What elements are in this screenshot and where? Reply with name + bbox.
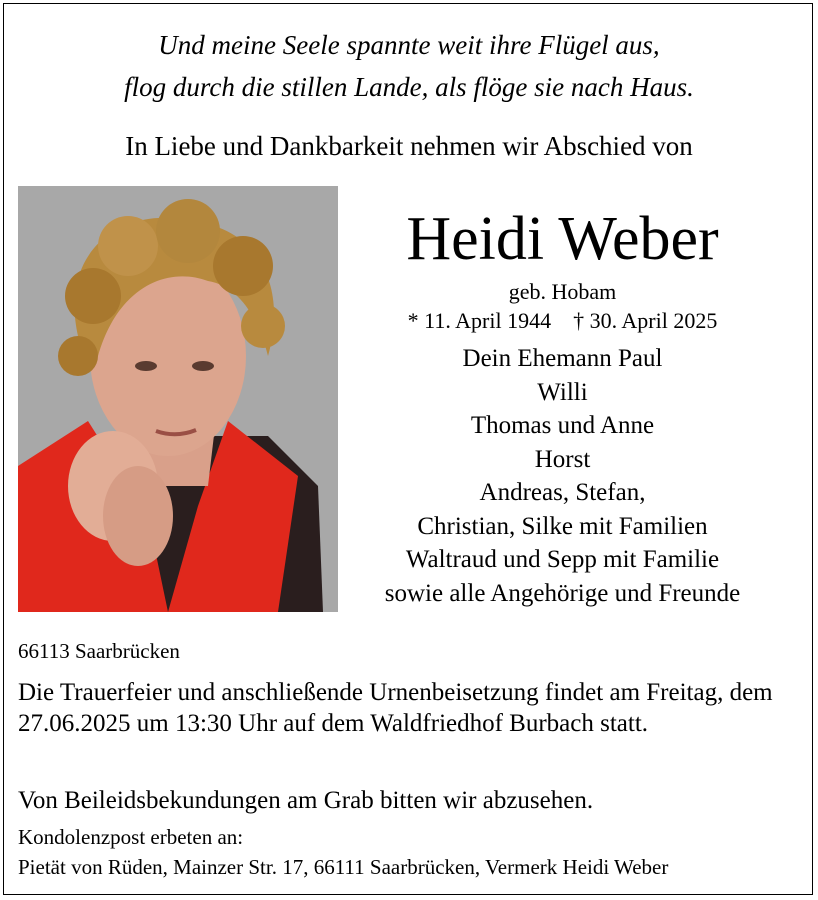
list-item: Dein Ehemann Paul (462, 345, 663, 372)
maiden-name: geb. Hobam (508, 279, 617, 304)
list-item: Andreas, Stefan, (479, 479, 646, 506)
list-item: Willi (537, 378, 588, 406)
list-item: Thomas und Anne (470, 412, 655, 439)
ceremony-text: Die Trauerfeier und anschließende Urnenbeisetzung findet am Freitag, dem 27.06.2025 um 13:30 Uhr auf dem Waldfriedhof Burbach statt. (18, 679, 773, 737)
quote-line-1: Und meine Seele spannte weit ihre Flügel aus, (158, 30, 660, 60)
portrait-photo (18, 186, 338, 612)
life-dates (355, 306, 770, 336)
list-item: Christian, Silke mit Familien (417, 512, 708, 540)
deceased-name: Heidi Weber (406, 205, 719, 273)
quote-line-2: flog durch die stillen Lande, als flöge sie nach Haus. (124, 72, 694, 102)
condolence-address: Pietät von Rüden, Mainzer Str. 17, 66111 Saarbrücken, Vermerk Heidi Weber (18, 855, 669, 879)
birth-date: * 11. April 1944 (407, 308, 552, 333)
condolence-note: Von Beileidsbekundungen am Grab bitten wir abzusehen. (18, 787, 594, 814)
death-date: † 30. April 2025 (573, 308, 718, 333)
list-item: Horst (534, 445, 591, 473)
condolence-label: Kondolenzpost erbeten an: (18, 825, 244, 849)
city-line: 66113 Saarbrücken (18, 639, 180, 663)
intro-text: In Liebe und Dankbarkeit nehmen wir Abschied von (125, 131, 693, 161)
mourners-list (355, 342, 770, 610)
list-item: Waltraud und Sepp mit Familie (405, 546, 720, 573)
deceased-block (355, 200, 770, 610)
list-item: sowie alle Angehörige und Freunde (384, 579, 741, 607)
